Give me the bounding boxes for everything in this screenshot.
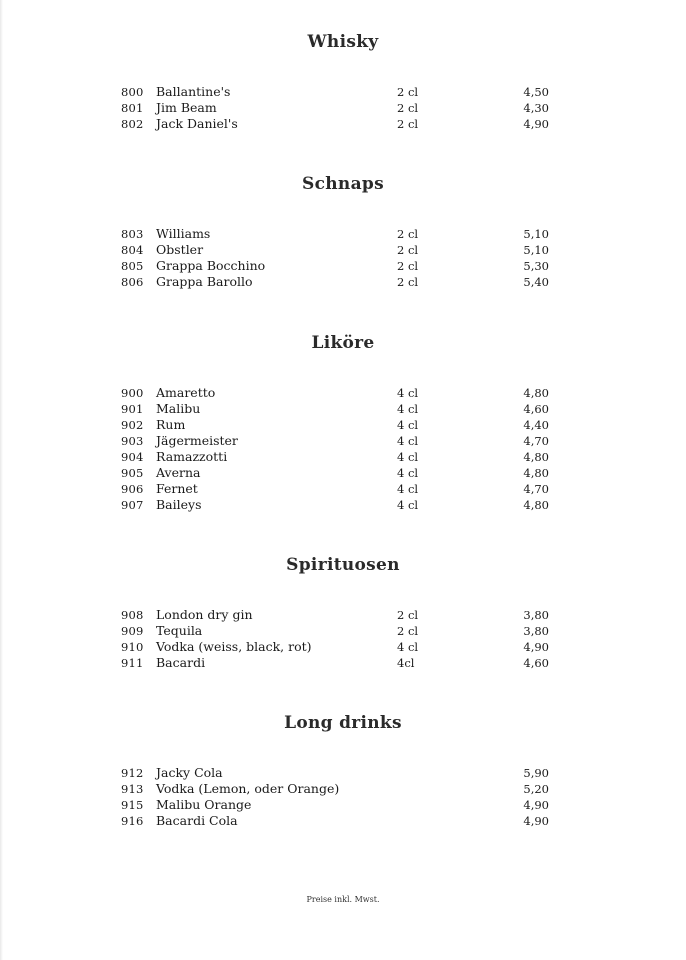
item-name: London dry gin [156,607,253,622]
item-name: Jack Daniel's [156,116,238,131]
item-name: Baileys [156,497,202,512]
menu-item [0,781,686,797]
footer-note: Preise inkl. Mwst. [306,895,380,904]
item-volume: 2 cl [397,259,419,273]
item-number: 804 [121,243,144,257]
menu-item [0,465,686,481]
item-volume: 2 cl [397,243,419,257]
item-number: 803 [121,227,144,241]
item-number: 913 [121,782,144,796]
menu-item [0,417,686,433]
item-volume: 4 cl [397,418,419,432]
item-name: Williams [156,226,211,241]
item-volume: 4 cl [397,498,419,512]
item-number: 910 [121,640,144,654]
item-number: 801 [121,101,144,115]
item-price: 4,80 [523,386,549,400]
item-name: Obstler [156,242,204,257]
menu-item [0,639,686,655]
menu-item [0,274,686,290]
item-price: 4,80 [523,450,549,464]
item-volume: 4 cl [397,482,419,496]
item-volume: 2 cl [397,227,419,241]
item-volume: 4 cl [397,640,419,654]
item-number: 916 [121,814,144,828]
item-volume: 4 cl [397,434,419,448]
section-title: Whisky [307,32,379,52]
section-title: Schnaps [302,174,384,194]
item-price: 4,90 [523,117,549,131]
item-volume: 2 cl [397,275,419,289]
menu-item [0,497,686,513]
item-number: 907 [121,498,144,512]
item-name: Grappa Barollo [156,274,253,289]
item-name: Malibu Orange [156,797,252,812]
item-volume: 4 cl [397,402,419,416]
menu-item [0,765,686,781]
item-number: 909 [121,624,144,638]
item-price: 4,70 [523,434,549,448]
item-name: Jim Beam [156,100,217,115]
item-price: 4,40 [523,418,549,432]
item-number: 800 [121,85,144,99]
menu-item [0,607,686,623]
item-name: Ballantine's [156,84,231,99]
item-list [0,226,686,290]
item-number: 900 [121,386,144,400]
item-list [0,84,686,132]
item-price: 5,40 [523,275,549,289]
item-number: 908 [121,608,144,622]
item-name: Rum [156,417,186,432]
section-title: Spirituosen [286,555,400,575]
menu-item [0,813,686,829]
item-price: 4,90 [523,814,549,828]
menu-item [0,481,686,497]
menu-item [0,401,686,417]
item-name: Tequila [156,623,203,638]
item-price: 4,70 [523,482,549,496]
item-price: 4,30 [523,101,549,115]
item-number: 911 [121,656,144,670]
item-number: 802 [121,117,144,131]
item-price: 5,10 [523,227,549,241]
item-list [0,385,686,513]
item-volume: 4 cl [397,466,419,480]
item-price: 4,80 [523,466,549,480]
item-volume: 2 cl [397,85,419,99]
menu-item [0,655,686,671]
item-name: Ramazzotti [156,449,228,464]
item-name: Bacardi Cola [156,813,238,828]
item-price: 5,90 [523,766,549,780]
section-title: Liköre [311,333,375,353]
item-price: 5,20 [523,782,549,796]
item-name: Vodka (Lemon, oder Orange) [156,781,340,796]
item-price: 4,80 [523,498,549,512]
item-number: 905 [121,466,144,480]
menu-item [0,100,686,116]
item-volume: 4 cl [397,450,419,464]
item-price: 4,50 [523,85,549,99]
item-number: 805 [121,259,144,273]
item-price: 4,90 [523,640,549,654]
item-name: Malibu [156,401,201,416]
item-price: 3,80 [523,608,549,622]
menu-item [0,258,686,274]
menu-item [0,226,686,242]
item-volume: 2 cl [397,101,419,115]
menu-item [0,623,686,639]
menu-item [0,433,686,449]
item-number: 806 [121,275,144,289]
item-name: Fernet [156,481,198,496]
menu-item [0,797,686,813]
item-price: 5,30 [523,259,549,273]
item-list [0,607,686,671]
item-number: 906 [121,482,144,496]
menu-item [0,385,686,401]
item-name: Jägermeister [156,433,238,448]
item-price: 4,60 [523,656,549,670]
item-volume: 4cl [397,656,415,670]
item-name: Grappa Bocchino [156,258,266,273]
item-price: 4,60 [523,402,549,416]
menu-item [0,449,686,465]
item-price: 3,80 [523,624,549,638]
item-volume: 2 cl [397,624,419,638]
item-list [0,765,686,829]
item-volume: 2 cl [397,117,419,131]
item-number: 912 [121,766,144,780]
item-price: 4,90 [523,798,549,812]
menu-item [0,242,686,258]
item-name: Bacardi [156,655,206,670]
menu-item [0,116,686,132]
item-number: 901 [121,402,144,416]
item-number: 902 [121,418,144,432]
item-name: Jacky Cola [156,765,223,780]
item-number: 915 [121,798,144,812]
item-name: Averna [156,465,201,480]
item-name: Amaretto [156,385,216,400]
menu-item [0,84,686,100]
item-number: 904 [121,450,144,464]
item-number: 903 [121,434,144,448]
item-name: Vodka (weiss, black, rot) [156,639,312,654]
item-volume: 2 cl [397,608,419,622]
item-volume: 4 cl [397,386,419,400]
section-title: Long drinks [284,713,402,733]
item-price: 5,10 [523,243,549,257]
